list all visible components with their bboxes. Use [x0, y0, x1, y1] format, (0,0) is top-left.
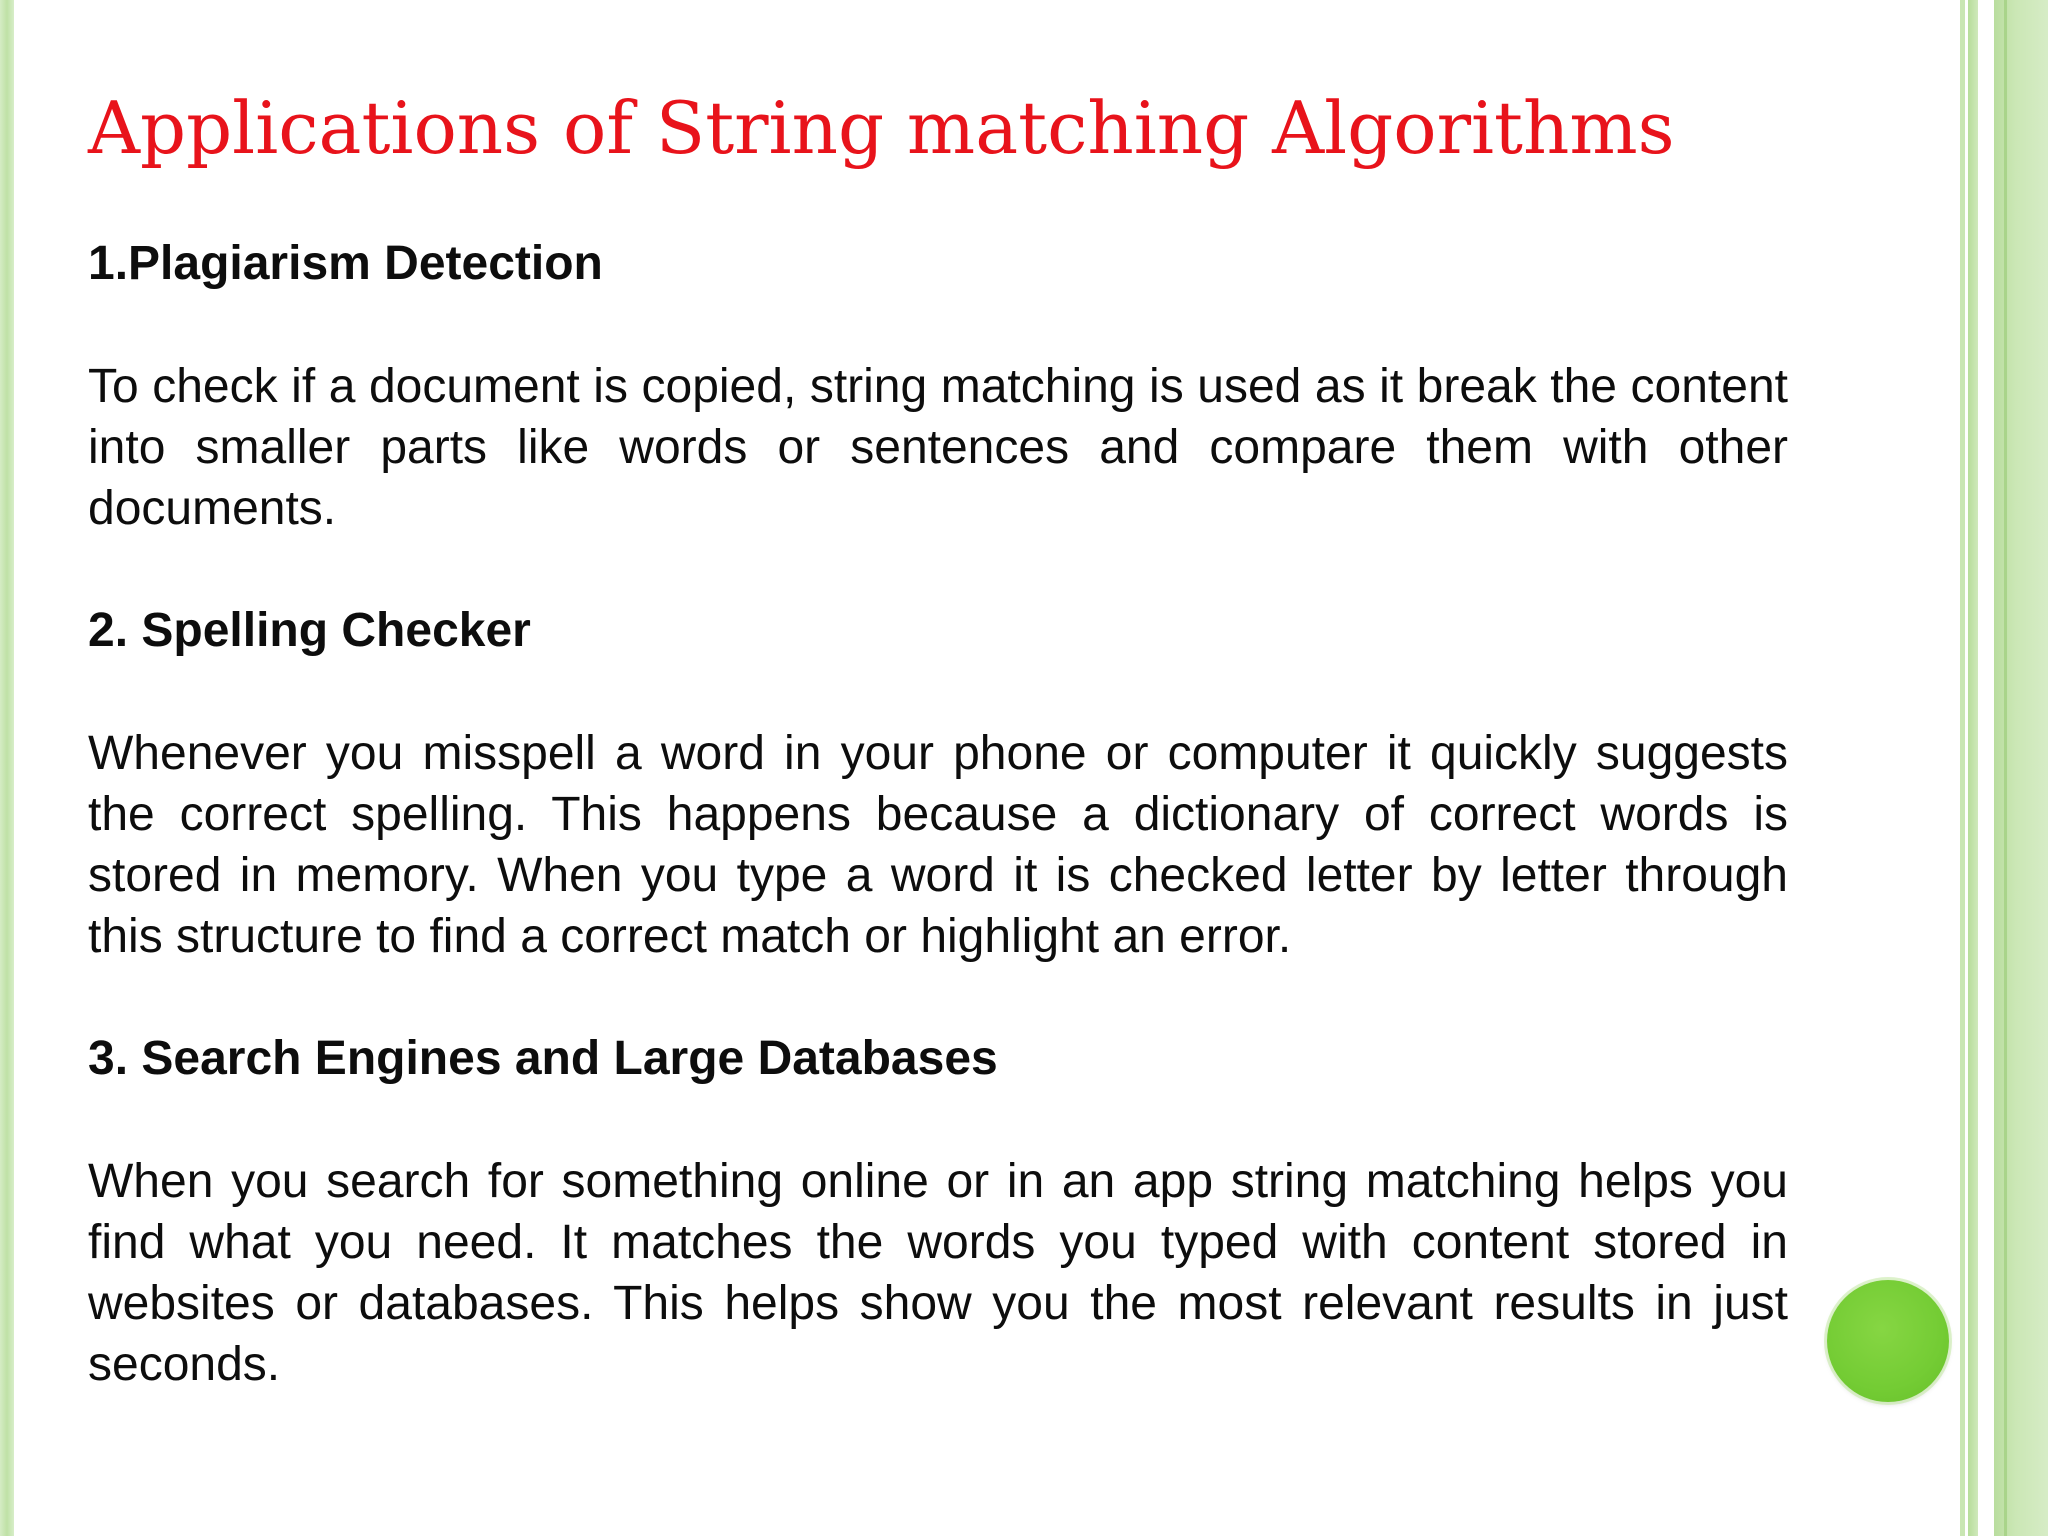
slide-title: Applications of String matching Algorithms [88, 86, 1675, 170]
stripe [2004, 0, 2007, 1536]
spacer [88, 663, 1788, 723]
section-heading: 3. Search Engines and Large Databases [88, 1032, 998, 1085]
stripe [1968, 0, 1978, 1536]
section-plagiarism [88, 232, 1788, 599]
section-spelling-checker [88, 599, 1788, 1027]
stripe [1994, 0, 2048, 1536]
green-circle-decoration [1827, 1280, 1949, 1402]
left-accent-bar [0, 0, 14, 1536]
section-body: Whenever you misspell a word in your phone or computer it quickly suggests the correct spelling. This happens because a dictionary of correct words is stored in memory. When you type a word it is checked letter by letter through this structure to find a correct match or highlight an error. [88, 727, 1788, 963]
section-body: To check if a document is copied, string matching is used as it break the content into smaller parts like words or sentences and compare them with other documents. [88, 360, 1788, 535]
section-body: When you search for something online or in an app string matching helps you find what you need. It matches the words you typed with content stored in websites or databases. This helps show you the most relevant results in just seconds. [88, 1155, 1788, 1391]
spacer [88, 967, 1788, 1027]
spacer [88, 1091, 1788, 1151]
right-decorative-stripes [1960, 0, 2048, 1536]
slide-content [88, 232, 1788, 1395]
section-heading: 2. Spelling Checker [88, 604, 531, 657]
section-search-engines [88, 1027, 1788, 1395]
stripe [1978, 0, 1994, 1536]
spacer [88, 296, 1788, 356]
section-heading: 1.Plagiarism Detection [88, 237, 603, 290]
spacer [88, 539, 1788, 599]
